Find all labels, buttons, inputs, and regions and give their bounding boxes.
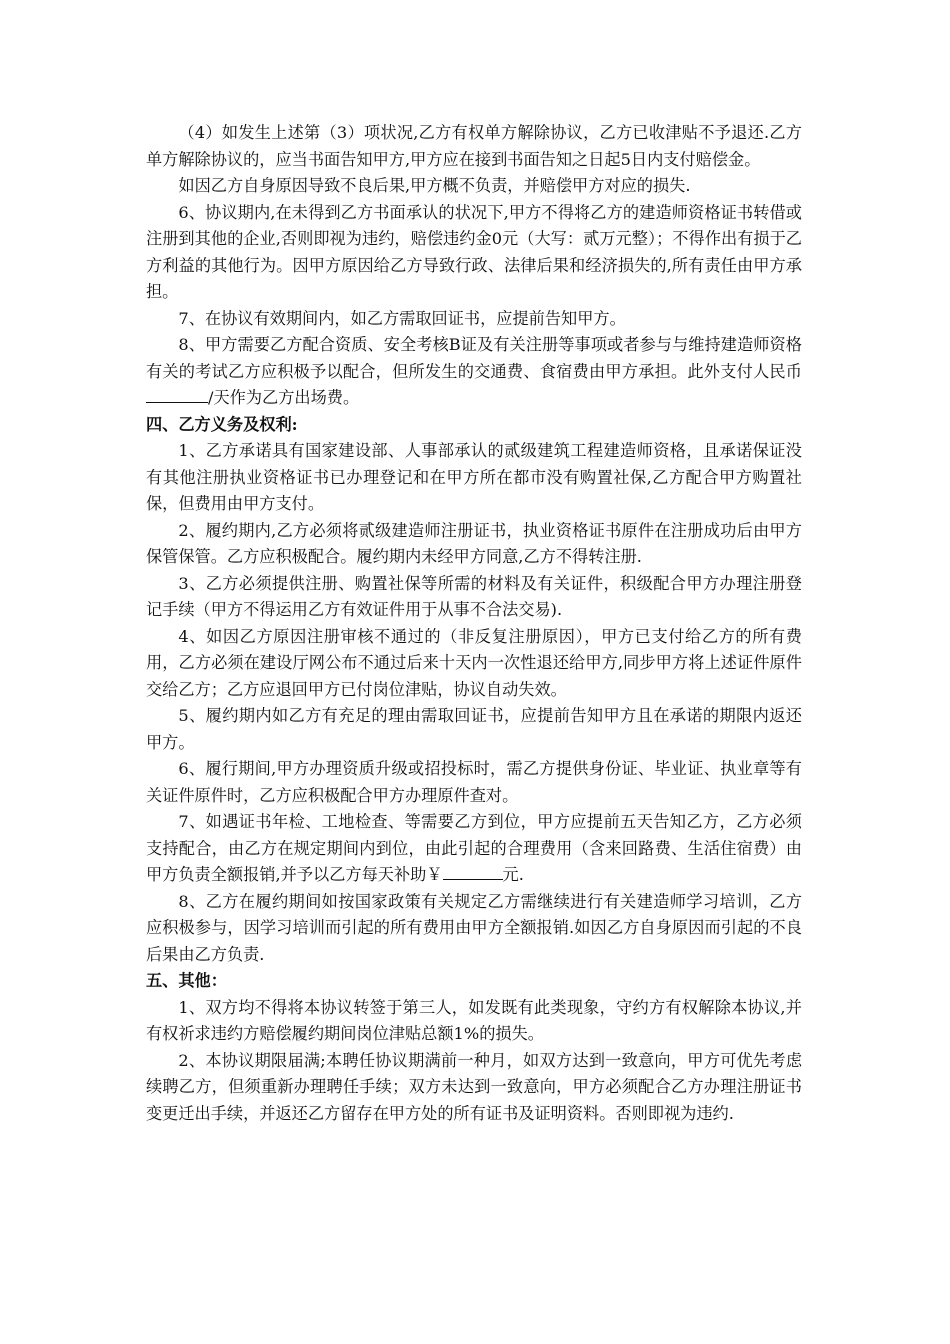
appearance-fee-blank (146, 402, 208, 403)
clause-4-7-text-end: 元. (502, 865, 524, 884)
clause-3-4-note: 如因乙方自身原因导致不良后果,甲方概不负责，并赔偿甲方对应的损失. (178, 176, 691, 195)
clause-3-8 (146, 332, 802, 412)
clause-3-4: （4）如发生上述第（3）项状况,乙方有权单方解除协议，乙方已收津贴不予退还.乙方单方解除协议的，应当书面告知甲方,甲方应在接到书面告知之日起5日内支付赔偿金。 (146, 123, 802, 169)
clause-4-3: 3、乙方必须提供注册、购置社保等所需的材料及有关证件，积级配合甲方办理注册登记手续（甲方不得运用乙方有效证件用于从事不合法交易). (146, 573, 802, 619)
clause-4-5: 5、履约期内如乙方有充足的理由需取回证书，应提前告知甲方且在承诺的期限内返还甲方。 (146, 706, 802, 752)
clause-4-1: 1、乙方承诺具有国家建设部、人事部承认的贰级建筑工程建造师资格，且承诺保证没有其他注册执业资格证书已办理登记和在甲方所在都市没有购置社保,乙方配合甲方购置社保，但费用由甲方支付。 (146, 441, 802, 513)
section-5-heading: 五、其他： (146, 971, 227, 990)
clause-4-8: 8、乙方在履约期间如按国家政策有关规定乙方需继续进行有关建造师学习培训，乙方应积极参与，因学习培训而引起的所有费用由甲方全额报销.如因乙方自身原因而引起的不良后果由乙方负责. (146, 891, 802, 964)
clause-4-6: 6、履行期间,甲方办理资质升级或招投标时，需乙方提供身份证、毕业证、执业章等有关证件原件时，乙方应积极配合甲方办理原件查对。 (146, 759, 802, 805)
clause-4-7-text: 7、如遇证书年检、工地检查、等需要乙方到位，甲方应提前五天告知乙方，乙方必须支持配合，由乙方在规定期间内到位，由此引起的合理费用（含来回路费、生活住宿费）由甲方负责全额报销,并予以乙方每天补助￥ (146, 812, 802, 884)
clause-3-6: 6、协议期内,在未得到乙方书面承认的状况下,甲方不得将乙方的建造师资格证书转借或注册到其他的企业,否则即视为违约，赔偿违约金0元（大写：贰万元整）；不得作出有损于乙方利益的其他行为。因甲方原因给乙方导致行政、法律后果和经济损失的,所有责任由甲方承担。 (146, 202, 802, 301)
clause-5-1: 1、双方均不得将本协议转签于第三人，如发既有此类现象，守约方有权解除本协议,并有权祈求违约方赔偿履约期间岗位津贴总额1%的损失。 (146, 997, 802, 1043)
clause-3-7: 7、在协议有效期间内，如乙方需取回证书，应提前告知甲方。 (178, 308, 626, 328)
daily-subsidy-blank (443, 879, 503, 880)
clause-4-2: 2、履约期内,乙方必须将贰级建造师注册证书，执业资格证书原件在注册成功后由甲方保管保管。乙方应积极配合。履约期内未经甲方同意,乙方不得转注册. (146, 520, 802, 566)
section-4-heading: 四、乙方义务及权利: (146, 414, 298, 434)
clause-3-8-text: 8、甲方需要乙方配合资质、安全考核B证及有关注册等事项或者参与与维持建造师资格有关的考试乙方应积极予以配合，但所发生的交通费、食宿费由甲方承担。此外支付人民币 (146, 335, 802, 381)
clause-4-7 (146, 809, 802, 889)
clause-4-4: 4、如因乙方原因注册审核不通过的（非反复注册原因），甲方已支付给乙方的所有费用，乙方必须在建设厅网公布不通过后来十天内一次性退还给甲方,同步甲方将上述证件原件交给乙方；乙方应退回甲方已付岗位津贴，协议自动失效。 (146, 626, 802, 699)
document-page (146, 120, 802, 1127)
clause-3-8-text-end: /天作为乙方出场费。 (208, 388, 360, 407)
clause-5-2: 2、本协议期限届满;本聘任协议期满前一种月，如双方达到一致意向，甲方可优先考虑续聘乙方，但须重新办理聘任手续；双方未达到一致意向，甲方必须配合乙方办理注册证书变更迁出手续，并返还乙方留存在甲方处的所有证书及证明资料。否则即视为违约. (146, 1050, 802, 1123)
